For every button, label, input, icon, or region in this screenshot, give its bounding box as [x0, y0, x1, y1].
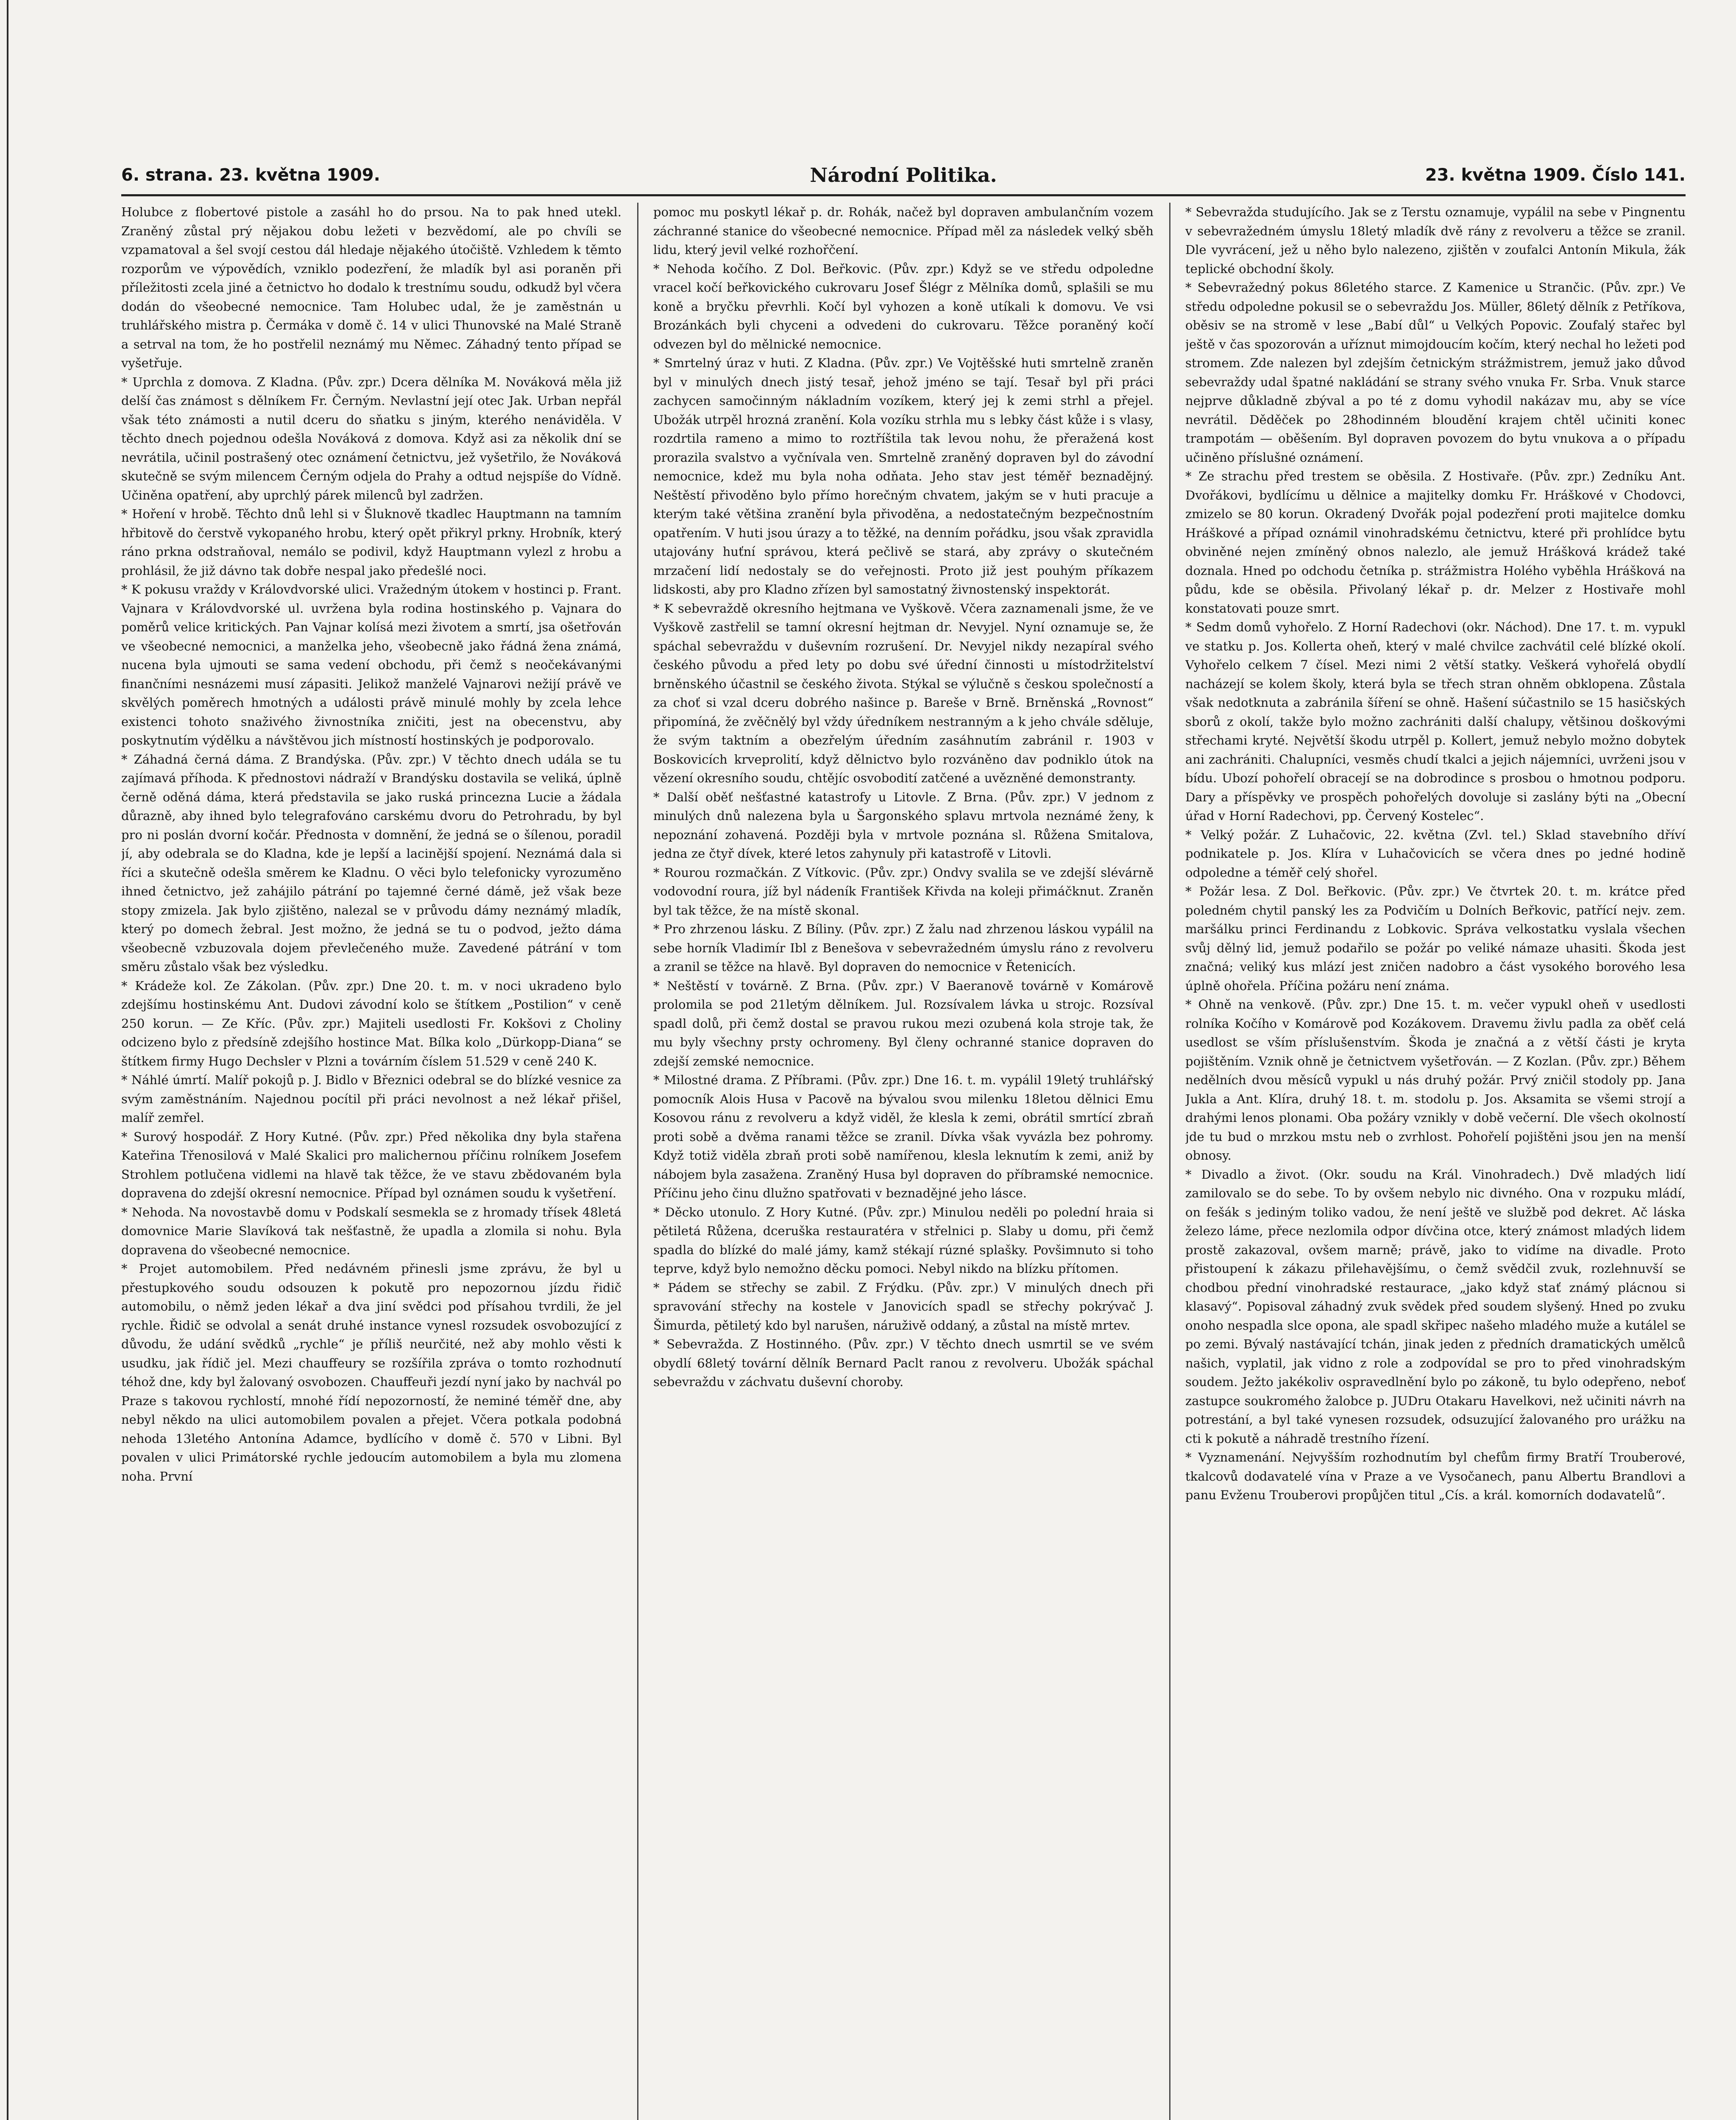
header-issue-number: 23. května 1909. Číslo 141.	[1425, 165, 1686, 185]
article-paragraph: * Sebevražda studujícího. Jak se z Terstu oznamuje, vypálil na sebe v Pingnentu v sebevražedném úmyslu 18letý mladík dvě rány z revolveru a těžce se zranil. Dle vyvrácení, jež u něho bylo nalezeno, zjištěn v zoufalci Antonín Mikula, žák teplické obchodní školy.	[1185, 205, 1686, 276]
column-rule-1	[637, 203, 638, 2120]
article-paragraph: * Uprchla z domova. Z Kladna. (Pův. zpr.) Dcera dělníka M. Nováková měla již delší čas známost s dělníkem Fr. Černým. Nevlastní její otec Jak. Urban nepřál však této známosti a nutil dceru do sňatku s jiným, kterého nenáviděla. V těchto dnech pojednou odešla Nováková z domova. Když asi za několik dní se nevrátila, učinil postrašený otec oznámení četnictvu, jež vyšetřilo, že Nováková skutečně se svým milencem Černým odjela do Prahy a odtud nejspíše do Vídně. Učiněna opatření, aby uprchlý párek milenců byl zadržen.	[121, 374, 621, 502]
text-column-1	[121, 203, 621, 2120]
header-rule	[121, 194, 1686, 196]
article-paragraph: * Sebevražda. Z Hostinného. (Pův. zpr.) V těchto dnech usmrtil se ve svém obydlí 68letý tovární dělník Bernard Paclt ranou z revolveru. Ubožák spáchal sebevraždu v záchvatu duševní choroby.	[653, 1337, 1154, 1389]
article-paragraph: * Sedm domů vyhořelo. Z Horní Radechovi (okr. Náchod). Dne 17. t. m. vypukl ve statku p. Jos. Kollerta oheň, který v malé chvilce zachvátil celé blízké okolí. Vyhořelo celkem 7 čísel. Mezi nimi 2 větší statky. Veškerá vyhořelá obydlí nacházejí se kolem školy, která byla se třech stran ohněm obklopena. Zůstala však nedotknuta a zabránila šíření se ohně. Hašení súčastnilo se 15 hasičských sborů z okolí, takže bylo možno zachrániti další chalupy, většinou doškovými střechami kryté. Největší škodu utrpěl p. Kollert, jemuž nebylo možno dobytek ani zachrániti. Chalupníci, vesměs chudí tkalci a jejich nájemníci, uvrženi jsou v bídu. Ubozí pohořelí obracejí se na dobrodince s prosbou o hmotnou podporu. Dary a příspěvky ve prospěch pohořelých dovoluje si zaslány býti na „Obecní úřad v Horní Radechovi, pp. Červený Kostelec“.	[1185, 620, 1686, 823]
article-paragraph: * Velký požár. Z Luhačovic, 22. května (Zvl. tel.) Sklad stavebního dříví podnikatele p. Jos. Klíra v Luhačovicích se včera dnes po jedné hodině odpoledne a téměř celý shořel.	[1185, 827, 1686, 880]
article-paragraph: * Pádem se střechy se zabil. Z Frýdku. (Pův. zpr.) V minulých dnech při spravování střechy na kostele v Janovicích spadl se střechy pokrývač J. Šimurda, pětiletý kdo byl narušen, náruživě oddaný, a zůstal na místě mrtev.	[653, 1280, 1154, 1333]
article-paragraph: * K sebevraždě okresního hejtmana ve Vyškově. Včera zaznamenali jsme, že ve Vyškově zastřelil se tamní okresní hejtman dr. Nevyjel. Nyní oznamuje se, že spáchal sebevraždu v duševním rozrušení. Dr. Nevyjel nikdy nezapíral svého českého původu a před lety po dobu své úřední činnosti u místodržitelství brněnského účastnil se českého života. Stýkal se výlučně s českou společností a za choť si vzal dceru dobrého našince p. Bareše v Brně. Brněnská „Rovnost“ připomíná, že zvěčnělý byl vždy úředníkem nestranným a k jeho chvále sděluje, že svým taktním a obezřelým úředním zasáhnutím zabránil r. 1903 v Boskovicích krveprolití, když dělnictvo bylo rozváněno dav podniklo útok na vězení okresního soudu, chtějíc osvobodití zatčené a uvězněné demonstranty.	[653, 601, 1154, 785]
article-paragraph: * Pro zhrzenou lásku. Z Bíliny. (Pův. zpr.) Z žalu nad zhrzenou láskou vypálil na sebe horník Vladimír Ibl z Benešova v sebevražedném úmyslu ráno z revolveru a zranil se těžce na hlavě. Byl dopraven do nemocnice v Řetenicích.	[653, 922, 1154, 974]
page-edge-rule	[7, 0, 8, 2120]
article-paragraph: * Hoření v hrobě. Těchto dnů lehl si v Šluknově tkadlec Hauptmann na tamním hřbitově do čerstvě vykopaného hrobu, který opět přikryl prkny. Hrobník, který ráno prkna odstraňoval, nemálo se podivil, když Hauptmann vylezl z hrobu a prohlásil, že již dávno tak dobře nespal jako předešlé noci.	[121, 507, 621, 578]
article-paragraph: * Nehoda. Na novostavbě domu v Podskalí sesmekla se z hromady třísek 48letá domovnice Marie Slavíková tak nešťastně, že upadla a zlomila si nohu. Byla dopravena do všeobecné nemocnice.	[121, 1205, 621, 1257]
article-paragraph: * Projet automobilem. Před nedávném přinesli jsme zprávu, že byl u přestupkového soudu odsouzen k pokutě pro nepozornou jízdu řidič automobilu, o němž jeden lékař a dva jiní svědci pod přísahou tvrdili, že jel rychle. Řidič se odvolal a senát druhé instance vynesl rozsudek osvobozující z důvodu, že udání svědků „rychle“ je příliš neurčité, než aby mohlo věsti k usudku, jak řídič jel. Mezi chauffeury se rozšířila zpráva o tomto rozhodnutí téhož dne, kdy byl žalovaný osvobozen. Chauffeuři jezdí nyní jako by nachvál po Praze s takovou rychlostí, mnohé řídí nepozorností, že neminé téměř dne, aby nebyl někdo na ulici automobilem povalen a přejet. Včera potkala podobná nehoda 13letého Antonína Adamce, bydlícího v domě č. 570 v Libni. Byl povalen v ulici Primátorské rychle jedoucím automobilem a byla mu zlomena noha. První	[121, 1261, 621, 1484]
article-paragraph: pomoc mu poskytl lékař p. dr. Rohák, načež byl dopraven ambulančním vozem záchranné stanice do všeobecné nemocnice. Případ měl za následek velký sběh lidu, který jevil velké rozhořčení.	[653, 205, 1154, 257]
article-paragraph: * K pokusu vraždy v Královdvorské ulici. Vražedným útokem v hostinci p. Frant. Vajnara v Královdvorské ul. uvržena byla rodina hostinského p. Vajnara do poměrů velice kritických. Pan Vajnar kolísá mezi životem a smrtí, jsa ošetřován ve všeobecné nemocnici, a manželka jeho, všeobecně jako řádná žena známá, nucena byla ujmouti se sama vedení obchodu, při čemž s neočekávanými finančními nesnázemi musí zápasiti. Jelikož manželé Vajnarovi nežijí právě ve skvělých poměrech hmotných a události právě minulé mohly by zcela lehce existenci tohoto snaživého živnostníka zničiti, jest na obecenstvu, aby poskytnutím výdělku a návštěvou jich místností hostinských je podporovalo.	[121, 582, 621, 748]
article-paragraph: * Divadlo a život. (Okr. soudu na Král. Vinohradech.) Dvě mladých lidí zamilovalo se do sebe. To by ovšem nebylo nic divného. Ona v rozpuku mládí, on fešák s jediným toliko vadou, že není ještě ve službě pod dekret. Ač láska železo láme, přece nezlomila odpor dívčina otce, který známost mladých lidem prostě zakazoval, ovšem marně; právě, jako to vidíme na divadle. Proto přistoupení k zákazu přilehavějšímu, o čemž svědčil zvuk, rozlehnuvší se chodbou přední vinohradské restaurace, „jako když stať známý plácnou si klasavý“. Popisoval záhadný zvuk svědek před soudem slyšený. Hned po zvuku onoho nespadla slce opona, ale spadl skřipec našeho mladého muže a kutálel se po zemi. Bývalý nastávající tchán, jinak jeden z předních dramatických umělců našich, vyplatil, jak vidno z role a zodpovídal se pro to před vinohradským soudem. Ježto jakékoliv ospravedlnění bylo po zákoně, tu bylo odepřeno, neboť zastupce soukromého žalobce p. JUDru Otakaru Havelkovi, než učiniti návrh na potrestání, a byl také vynesen rozsudek, odsuzující žalovaného pro urážku na cti k pokutě a náhradě trestního řízení.	[1185, 1167, 1686, 1446]
article-paragraph: * Další oběť nešťastné katastrofy u Litovle. Z Brna. (Pův. zpr.) V jednom z minulých dnů nalezena byla u Šargonského splavu mrtvola neznámé ženy, k nepoznání zohavená. Později byla v mrtvole poznána sl. Růžena Smitalova, jedna ze čtyř dívek, které letos zahynuly při katastrofě v Litovli.	[653, 789, 1154, 861]
column-rule-2	[1169, 203, 1170, 2120]
article-paragraph: * Surový hospodář. Z Hory Kutné. (Pův. zpr.) Před několika dny byla stařena Kateřina Třenosilová v Malé Skalici pro malichernou příčinu rolníkem Josefem Strohlem potlučena vidlemi na hlavě tak těžce, že ve stavu zbědovaném byla dopravena do zdejší okresní nemocnice. Případ byl oznámen soudu k vyšetření.	[121, 1129, 621, 1200]
page-header	[121, 160, 1686, 190]
article-paragraph: * Smrtelný úraz v huti. Z Kladna. (Pův. zpr.) Ve Vojtěšské huti smrtelně zraněn byl v minulých dnech jistý tesař, jehož jméno se tají. Tesař byl při práci zachycen samočinným nákladním vozíkem, který jej k zemi strhl a přejel. Ubožák utrpěl hrozná zranění. Kola vozíku strhla mu s lebky část kůže i s vlasy, rozdrtila rameno a mimo to roztříštila tak levou nohu, že přeražená kost prorazila svalstvo a vyčnívala ven. Smrtelně zraněný dopraven byl do závodní nemocnice, kdež mu byla noha odňata. Jeho stav jest téměř beznadějný. Neštěstí přivoděno bylo přímo horečným chvatem, jakým se v huti pracuje a kterým také většina zranění byla přivoděna, a nedostatečným bezpečnostním opatřením. V huti jsou úrazy a to těžké, na denním pořádku, jsou však zpravidla utajovány huťní správou, která pečlivě se stará, aby zprávy o skutečném mrzačení lidí nedostaly se do veřejnosti. Proto již jest pouhým příkazem lidskosti, aby pro Kladno zřízen byl samostatný živnostenský inspektorát.	[653, 356, 1154, 597]
text-column-2	[653, 203, 1154, 2120]
article-paragraph: * Náhlé úmrtí. Malíř pokojů p. J. Bidlo v Březnici odebral se do blízké vesnice za svým zaměstnáním. Najednou pocítil při práci nevolnost a než lékař přišel, malíř zemřel.	[121, 1073, 621, 1125]
article-paragraph: Holubce z flobertové pistole a zasáhl ho do prsou. Na to pak hned utekl. Zraněný zůstal prý nějakou dobu ležeti v bezvědomí, ale po chvíli se vzpamatoval a šel svojí cestou dál hledaje nějakého útočiště. Vzhledem k těmto rozporům ve výpovědích, vzniklo podezření, že mladík byl asi poraněn při příležitosti zcela jiné a četnictvo ho dodalo k trestnímu soudu, odkudž byl včera dodán do všeobecné nemocnice. Tam Holubec udal, že je zaměstnán u truhlářského mistra p. Čermáka v domě č. 14 v ulici Thunovské na Malé Straně a setrval na tom, že ho postřelil neznámý mu Němec. Záhadný tento případ se vyšetřuje.	[121, 205, 621, 370]
article-paragraph: * Záhadná černá dáma. Z Brandýska. (Pův. zpr.) V těchto dnech udála se tu zajímavá příhoda. K přednostovi nádraží v Brandýsku dostavila se veliká, úplně černě oděná dáma, která představila se jako ruská princezna Lucie a žádala důrazně, aby ihned bylo telegrafováno carskému dvoru do Petrohradu, by byl pro ni poslán dvorní kočár. Přednosta v domnění, že jedná se o šílenou, poradil jí, aby odebrala se do Kladna, kde je lepší a lacinější spojení. Neznámá dala si říci a skutečně odešla směrem ke Kladnu. O věci bylo telefonicky vyrozuměno ihned četnictvo, jež zahájilo pátrání po tajemné černé dámě, jež však beze stopy zmizela. Jak bylo zjištěno, nalezal se v průvodu dámy neznámý mladík, který po domech žebral. Jest možno, že jedná se tu o podvod, ježto dáma všeobecně vzbuzovala dojem převlečeného muže. Zavedené pátrání v tom směru zůstalo však bez výsledku.	[121, 752, 621, 974]
article-paragraph: * Ze strachu před trestem se oběsila. Z Hostivaře. (Pův. zpr.) Zedníku Ant. Dvořákovi, bydlícímu u dělnice a majitelky domku Fr. Hráškové v Chodovci, zmizelo se 80 korun. Okradený Dvořák pojal podezření proti majitelce domku Hráškové a případ oznámil vinohradskému četnictvu, které při prohlídce bytu obviněné nejen zmíněný obnos nalezlo, ale jemuž Hrášková krádež také doznala. Hned po odchodu četníka p. strážmistra Holého vyběhla Hrášková na půdu, kde se oběsila. Přivolaný lékař p. dr. Melzer z Hostivaře mohl konstatovati pouze smrt.	[1185, 469, 1686, 616]
article-paragraph: * Nehoda kočího. Z Dol. Beřkovic. (Pův. zpr.) Když se ve středu odpoledne vracel kočí beřkovického cukrovaru Josef Šlégr z Mělníka domů, splašili se mu koně a bryčku převrhli. Kočí byl vyhozen a koně utíkali k domovu. Ve vsi Brozánkách byli chyceni a odvedeni do cukrovaru. Těžce poraněný kočí odvezen byl do mělnické nemocnice.	[653, 261, 1154, 351]
article-paragraph: * Požár lesa. Z Dol. Beřkovic. (Pův. zpr.) Ve čtvrtek 20. t. m. krátce před poledném chytil panský les za Podvičím u Dolních Beřkovic, patřící nejv. zem. maršálku princi Ferdinandu z Lobkovic. Správa velkostatku vyslala všechen svůj dělný lid, jemuž podařilo se požár po veliké námaze uhasiti. Škoda jest značná; veliký kus mlází jest zničen nadobro a část vysokého borového lesa úplně ohořela. Příčina požáru není známa.	[1185, 884, 1686, 993]
article-paragraph: * Rourou rozmačkán. Z Vítkovic. (Pův. zpr.) Ondvy svalila se ve zdejší slévárně vodovodní roura, jíž byl nádeník František Křivda na koleji přimáčknut. Zraněn byl tak těžce, že na místě skonal.	[653, 865, 1154, 918]
article-paragraph: * Děcko utonulo. Z Hory Kutné. (Pův. zpr.) Minulou neděli po polední hraia si pětiletá Růžena, dceruška restauratéra v střelnici p. Slaby u domu, při čemž spadla do blízké do malé jámy, kamž stékají rúzné splašky. Povšimnuto si toho teprve, když bylo nemožno děcku pomoci. Nebyl nikdo na blízku přítomen.	[653, 1205, 1154, 1276]
article-paragraph: * Ohně na venkově. (Pův. zpr.) Dne 15. t. m. večer vypukl oheň v usedlosti rolníka Kočího v Komárově pod Kozákovem. Dravemu živlu padla za oběť celá usedlost se vším příslušenstvím. Škoda je značná a z větší části je kryta pojištěním. Vznik ohně je četnictvem vyšetřován. — Z Kozlan. (Pův. zpr.) Během nedělních dvou měsíců vypukl u nás druhý požár. Prvý zničil stodoly pp. Jana Jukla a Ant. Klíra, druhý 18. t. m. stodolu p. Jos. Aksamita se všemi strojí a drahými lenos plonami. Oba požáry vznikly v době večerní. Dle všech okolností jde tu bud o mrzkou mstu neb o zvrhlost. Pohořelí pojištěni jsou jen na menší obnosy.	[1185, 997, 1686, 1163]
text-column-3	[1185, 203, 1686, 2120]
article-paragraph: * Vyznamenání. Nejvyšším rozhodnutím byl chefům firmy Bratří Trouberové, tkalcovů dodavatelé vína v Praze a ve Vysočanech, panu Albertu Brandlovi a panu Evženu Trouberovi propůjčen titul „Cís. a král. komorních dodavatelů“.	[1185, 1450, 1686, 1502]
article-paragraph: * Neštěstí v továrně. Z Brna. (Pův. zpr.) V Baeranově továrně v Komárově prolomila se pod 21letým dělníkem. Jul. Rozsívalem lávka u strojc. Rozsíval spadl dolů, při čemž dostal se pravou rukou mezi ozubená kola stroje tak, že mu byly všechny prsty ochromeny. Byl členy ochranné stanice dopraven do zdejší zemské nemocnice.	[653, 978, 1154, 1068]
article-paragraph: * Krádeže kol. Ze Zákolan. (Pův. zpr.) Dne 20. t. m. v noci ukradeno bylo zdejšímu hostinskému Ant. Dudovi závodní kolo se štítkem „Postilion“ v ceně 250 korun. — Ze Kříc. (Pův. zpr.) Majiteli usedlosti Fr. Kokšovi z Choliny odcizeno bylo z předsíně zdejšího hostince Mat. Bílka kolo „Dürkopp-Diana“ se štítkem firmy Hugo Dechsler v Plzni a továrním číslem 51.529 v ceně 240 K.	[121, 978, 621, 1068]
newspaper-page	[121, 160, 1686, 2120]
article-paragraph: * Sebevražedný pokus 86letého starce. Z Kamenice u Strančic. (Pův. zpr.) Ve středu odpoledne pokusil se o sebevraždu Jos. Müller, 86letý dělník z Petříkova, oběsiv se na stromě v lese „Babí důl“ u Velkých Popovic. Zoufalý stařec byl ještě v čas spozorován a uříznut mimojdoucím kočím, který nechal ho ležeti pod stromem. Zde nalezen byl zdejším četnickým strážmistrem, jemuž jako důvod sebevraždy udal špatné nakládání se strany svého vnuka Fr. Srba. Vnuk starce nejprve důkladně zbýval a po té z domu vyhodil nakázav mu, aby se více nevrátil. Děděček po 28hodinném bloudění krajem chtěl učiniti konec trampotám — oběšením. Byl dopraven povozem do bytu vnukova a o případu učiněno příslušné oznámení.	[1185, 280, 1686, 465]
article-paragraph: * Milostné drama. Z Příbrami. (Pův. zpr.) Dne 16. t. m. vypálil 19letý truhlářský pomocník Alois Husa v Pacově na bývalou svou milenku 18letou dělnici Emu Kosovou ránu z revolveru a když viděl, že klesla k zemi, obrátil smrtící zbraň proti sobě a dvěma ranami těžce se zranil. Dívka však vyvázla bez pohromy. Když totiž viděla zbraň proti sobě namířenou, klesla leknutím k zemi, aniž by nábojem byla zasažena. Zraněný Husa byl dopraven do příbramské nemocnice. Příčinu jeho činu dlužno spatřovati v beznadějné jeho lásce.	[653, 1073, 1154, 1200]
header-page-date: 6. strana. 23. května 1909.	[121, 165, 380, 185]
masthead-title: Národní Politika.	[810, 164, 997, 187]
